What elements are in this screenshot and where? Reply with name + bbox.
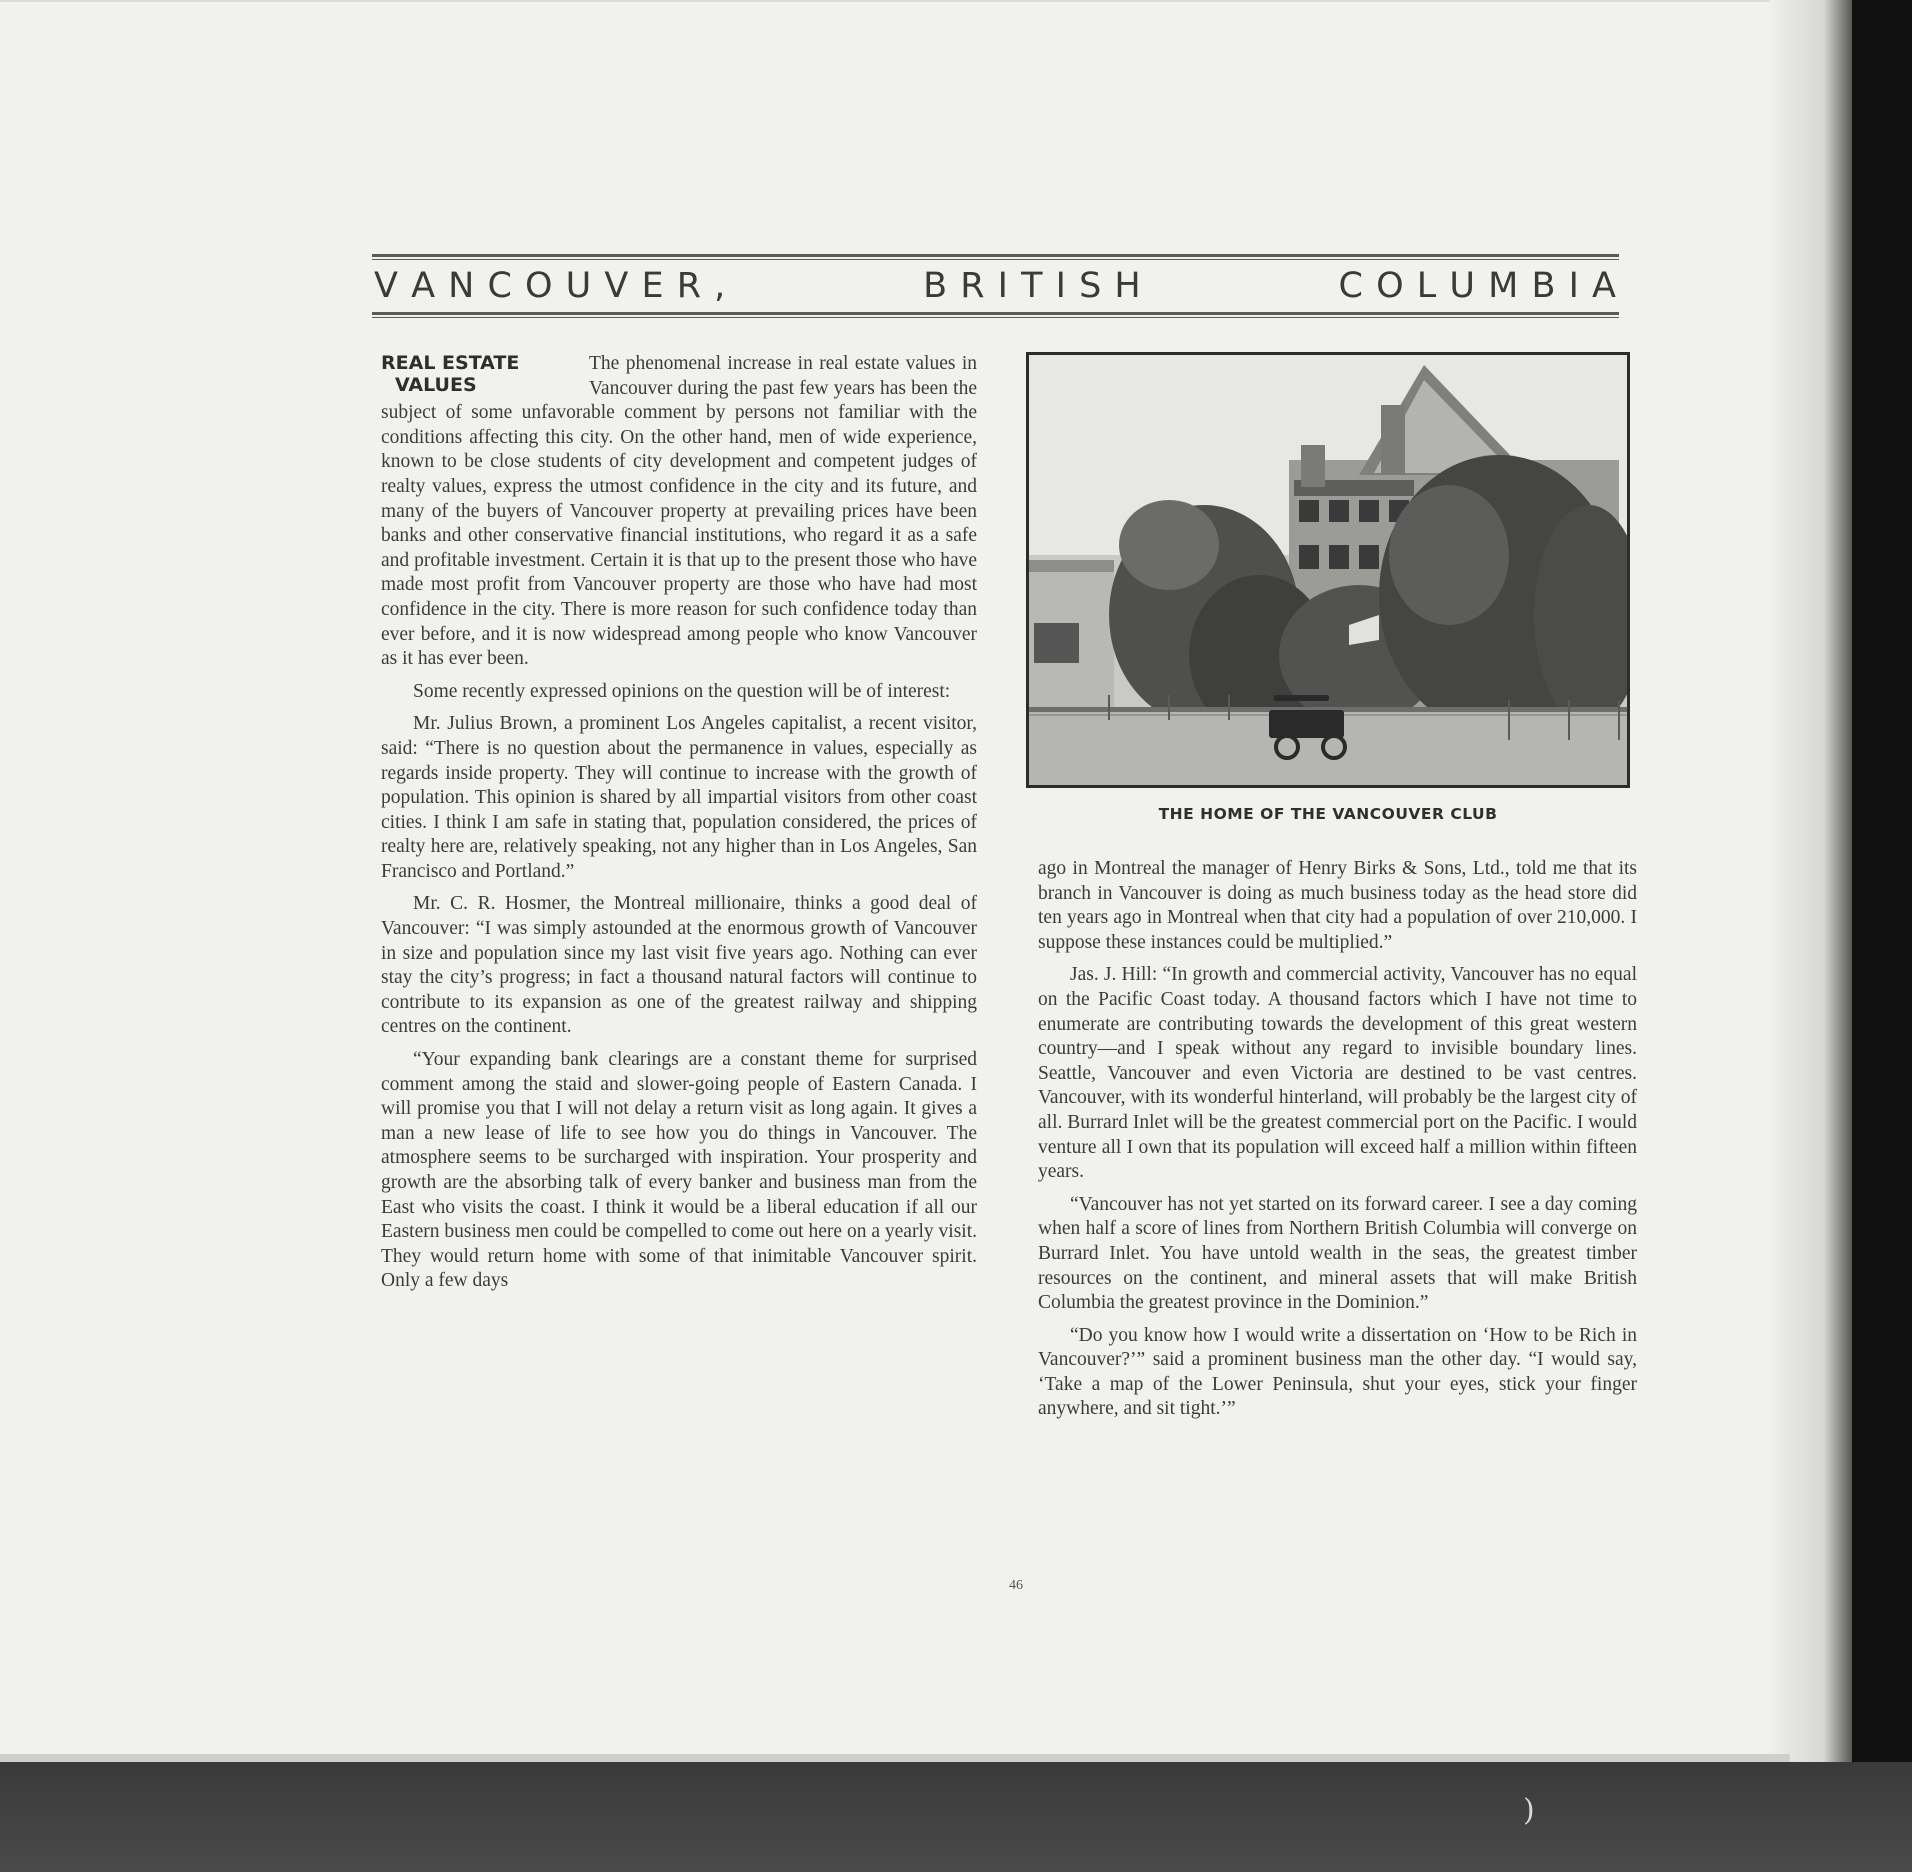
scan-margin-mark: )	[1523, 1793, 1535, 1828]
photo-illustration	[1029, 355, 1627, 785]
page-number: 46	[1009, 1578, 1023, 1593]
section-heading-line: REAL ESTATE	[381, 352, 520, 374]
page-top-edge	[0, 0, 1780, 2]
paragraph: “Your expanding bank clearings are a constant theme for surprised comment among the staid and slower-going people of Eastern Canada. I will promise you that I will not delay a return visit as long again. It gives a man a new lease of life to see how you do things in Vancouver. The atmosphere seems to be surcharged with inspiration. Your prosperity and growth are the absorbing talk of every banker and business man from the East who visits the coast. I think it would be a liberal education if all our Eastern business men could be compelled to come out here on a yearly visit. They would return home with some of that inimitable Vancouver spirit. Only a few days	[381, 1049, 977, 1292]
section-heading-line: VALUES	[395, 374, 477, 396]
right-column	[1038, 857, 1637, 1430]
paragraph: Mr. C. R. Hosmer, the Montreal millionaire, thinks a good deal of Vancouver: “I was simply astounded at the enormous growth of Vancouver in size and population since my last visit five years ago. Nothing can ever stay the city’s progress; in fact a thousand natural factors will continue to contribute to its expansion as one of the greatest railway and shipping centres on the continent.	[381, 893, 977, 1038]
running-head-word-british: B R I T I S H	[923, 266, 1142, 306]
paragraph	[381, 352, 977, 672]
running-head	[372, 254, 1619, 318]
paragraph: “Do you know how I would write a dissertation on ‘How to be Rich in Vancouver?’” said a prominent business man the other day. “I would say, ‘Take a map of the Lower Peninsula, shut your eyes, stick your finger anywhere, and sit tight.’”	[1038, 1324, 1637, 1420]
paragraph-text: The phenomenal increase in real estate values in Vancouver during the past few years has been the subject of some unfavorable comment by persons not familiar with the conditions affecting this city. On the other hand, men of wide experience, known to be close students of city development and competent judges of realty values, express the utmost confidence in the city and its future, and many of the buyers of Vancouver property at prevailing prices have been banks and other conservative financial institutions, who regard it as a safe and profitable investment. Certain it is that up to the present those who have made most profit from Vancouver property are those who have had most confidence in the city. There is more reason for such confidence today than ever before, and it is now widespread among people who know Vancouver as it has ever been.	[381, 353, 977, 670]
paragraph: Jas. J. Hill: “In growth and commercial activity, Vancouver has no equal on the Pacific Coast today. A thousand factors which I have not time to enumerate are contributing towards the development of this great western country—and I speak without any regard to invisible boundary lines. Seattle, Vancouver and even Victoria are destined to be vast centres. Vancouver, with its wonderful hinterland, will probably be the largest city of all. Burrard Inlet will be the greatest commercial port on the Pacific. I would venture all I own that its population will exceed half a million within fifteen years.	[1038, 964, 1637, 1183]
photo-caption: THE HOME OF THE VANCOUVER CLUB	[1158, 805, 1498, 823]
book-gutter-shadow	[1770, 0, 1912, 1762]
left-column	[381, 352, 977, 1302]
paragraph: Some recently expressed opinions on the question will be of interest:	[413, 680, 951, 702]
paragraph: Mr. Julius Brown, a prominent Los Angeles capitalist, a recent visitor, said: “There is no question about the permanence in values, especially as regards inside property. They will continue to increase with the growth of population. This opinion is shared by all impartial visitors from other coast cities. I think I am safe in stating that, population considered, the prices of realty here are, relatively speaking, not any higher than in Los Angeles, San Francisco and Portland.”	[381, 713, 977, 882]
paragraph: ago in Montreal the manager of Henry Birks & Sons, Ltd., told me that its branch in Vancouver is doing as much business today as the head store did ten years ago in Montreal when that city had a population of over 210,000. I suppose these instances could be multiplied.”	[1038, 858, 1637, 953]
section-heading	[381, 352, 581, 396]
running-head-title	[372, 260, 1619, 312]
paragraph: “Vancouver has not yet started on its forward career. I see a day coming when half a score of lines from Northern British Columbia will converge on Burrard Inlet. You have untold wealth in the seas, the greatest timber resources on the continent, and mineral assets that will make British Columbia the greatest province in the Dominion.”	[1038, 1193, 1637, 1314]
running-head-word-vancouver: V A N C O U V E R ,	[374, 266, 727, 306]
vancouver-club-photo	[1026, 352, 1630, 788]
running-head-bottom-rule	[372, 312, 1619, 318]
running-head-word-columbia: C O L U M B I A	[1338, 266, 1617, 306]
scanner-background	[0, 1762, 1912, 1872]
